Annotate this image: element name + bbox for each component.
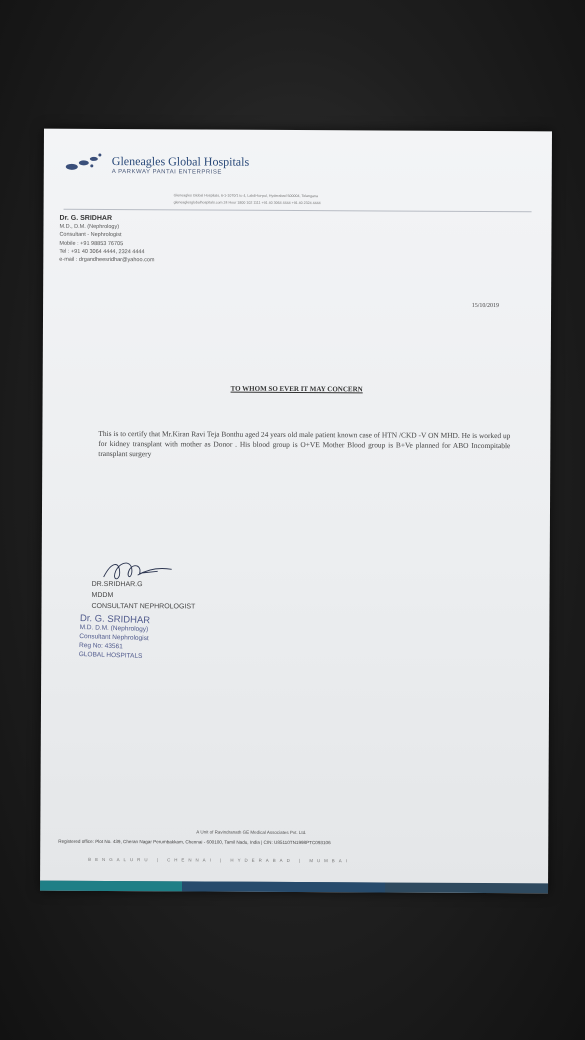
hospital-contact: gleneaglesglobalhospitals.com 24 Hour 1800 102 1111 +91 40 3064 4444 +91 40 2324 4444 [173,200,321,206]
letter-date: 15/10/2019 [471,302,500,310]
stamp-reg: Reg No: 43561 [78,641,123,651]
doctor-role: Consultant - Nephrologist [59,232,122,239]
header-divider [64,209,532,212]
letterhead-page [40,129,552,894]
stamp-role: Consultant Nephrologist [79,632,149,643]
footer-bar-blue [182,881,385,892]
hospital-address: Gleneagles Global Hospitals, 6-1-1070/1 to 4, Lakdi-ka-pul, Hyderabad 500004, Telangana [173,193,319,199]
letter-subject: TO WHOM SO EVER IT MAY CONCERN [230,384,363,394]
footer-unit: A Unit of Ravindranath GE Medical Associates Pvt. Ltd. [196,829,307,836]
footer-registered-office: Registered office: Plot No. 439, Cheran Nagar Perumbakkam, Chennai - 600100, Tamil Nadu, India | CIN: U85110TN1998PTC093106 [58,838,331,846]
signatory-degree: MDDM [91,591,114,600]
footer-cities: BENGALURU | CHENNAI | HYDERABAD | MUMBAI [88,856,351,864]
signature-block [91,579,195,613]
doctor-stamp [79,614,151,661]
stamp-degree: M.D. D.M. (Nephrology) [79,623,149,634]
doctor-tel: Tel : +91 40 3064 4444, 2324 4444 [59,248,145,256]
stamp-hospital: GLOBAL HOSPITALS [78,650,143,660]
footer-color-bar [40,881,548,894]
hospital-name: Gleneagles Global Hospitals [111,154,250,169]
footer-bar-teal [40,881,182,892]
doctor-details [59,215,154,265]
doctor-mobile: Mobile : +91 98853 76705 [59,240,124,247]
stamp-name: Dr. G. SRIDHAR [79,612,151,627]
doctor-name: Dr. G. SRIDHAR [59,214,113,223]
letter-body: This is to certify that Mr.Kiran Ravi Teja Bonthu aged 24 years old male patient known case of HTN /CKD -V ON MHD. He is worked up for kidney transplant with mother as Donor . His blood group is O+VE Mother Blood group is B+Ve planned for ABO Incompitable transplant surgery [98,428,511,459]
hospital-logo-icon [62,151,106,175]
signatory-name: DR.SRIDHAR.G [91,580,143,589]
doctor-degrees: M.D., D.M. (Nephrology) [59,223,120,231]
signatory-title: CONSULTANT NEPHROLOGIST [91,602,196,611]
doctor-email: e-mail : drgandheesridhar@yahoo.com [59,256,155,264]
hospital-subtitle: A PARKWAY PANTAI ENTERPRISE [111,169,222,176]
